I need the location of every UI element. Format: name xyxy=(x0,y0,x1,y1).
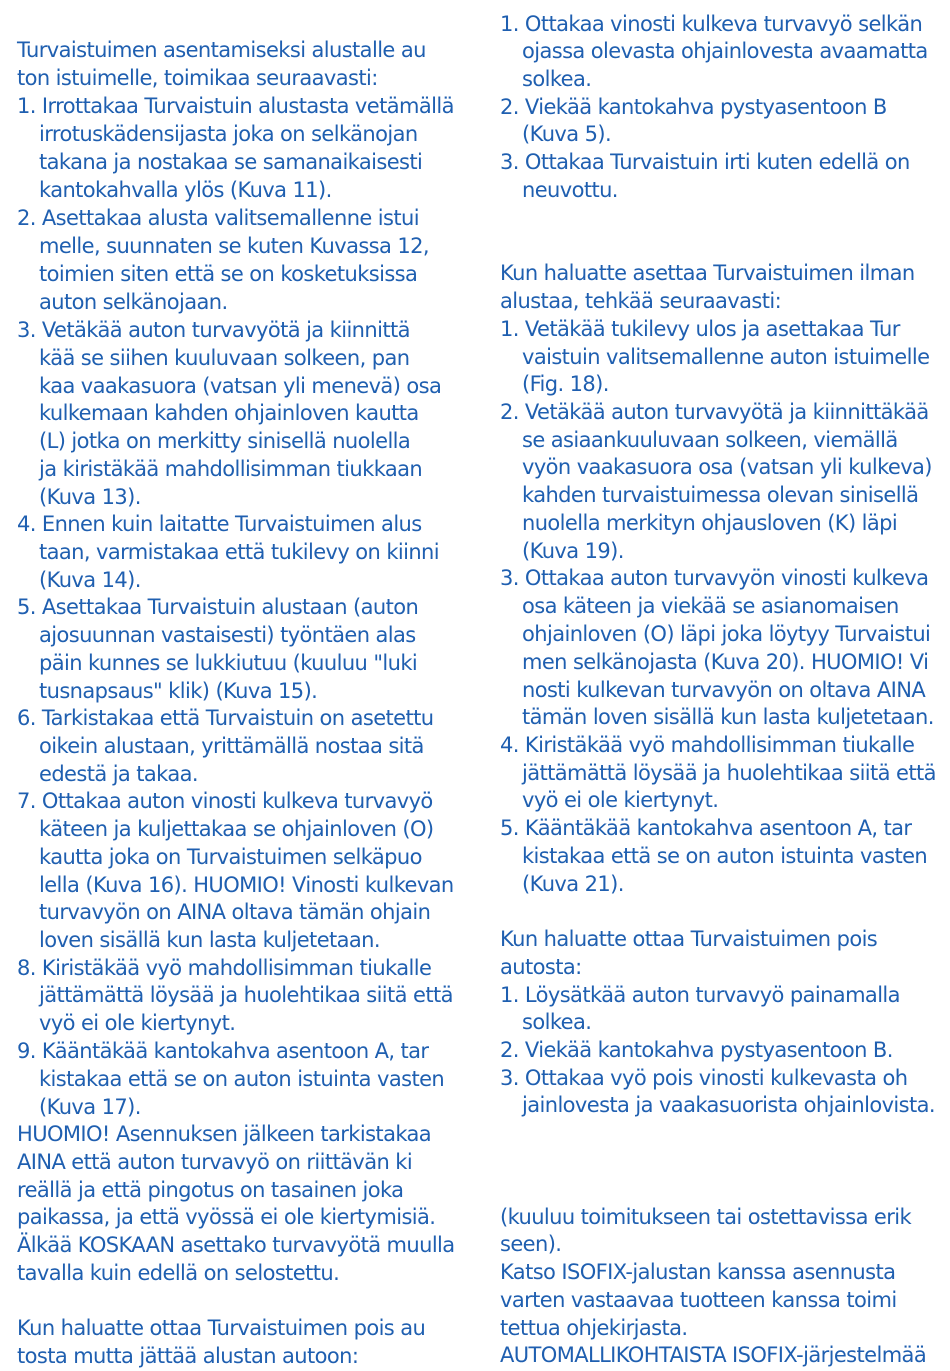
left-text-line: 2. Asettakaa alusta valitsemallenne istui xyxy=(17,206,419,230)
left-text-line: Kun haluatte ottaa Turvaistuimen pois au xyxy=(17,1316,426,1340)
right-text-line: 4. Kiristäkää vyö mahdollisimman tiukalle xyxy=(500,733,915,757)
left-text-line: melle, suunnaten se kuten Kuvassa 12, xyxy=(39,234,429,258)
right-text-line: Kun haluatte asettaa Turvaistuimen ilman xyxy=(500,261,915,285)
right-text-line: solkea. xyxy=(522,67,592,91)
left-text-line: tosta mutta jättää alustan autoon: xyxy=(17,1344,359,1368)
right-text-line: kistakaa että se on auton istuinta vasten xyxy=(522,844,928,868)
left-text-line: kulkemaan kahden ohjainloven kautta xyxy=(39,401,419,425)
left-text-line: irrotuskädensijasta joka on selkänojan xyxy=(39,122,418,146)
left-text-line: päin kunnes se lukkiutuu (kuuluu "luki xyxy=(39,651,418,675)
left-text-line: 6. Tarkistakaa että Turvaistuin on asetettu xyxy=(17,706,434,730)
left-text-line: HUOMIO! Asennuksen jälkeen tarkistakaa xyxy=(17,1122,432,1146)
right-text-line: 1. Ottakaa vinosti kulkeva turvavyö selkän xyxy=(500,12,923,36)
left-text-line: AINA että auton turvavyö on riittävän ki xyxy=(17,1150,413,1174)
left-text-line: loven sisällä kun lasta kuljetetaan. xyxy=(39,928,380,952)
right-text-line: osa käteen ja viekää se asianomaisen xyxy=(522,594,899,618)
left-text-line: edestä ja takaa. xyxy=(39,762,198,786)
right-text-line: 2. Viekää kantokahva pystyasentoon B. xyxy=(500,1038,893,1062)
left-text-line: kantokahvalla ylös (Kuva 11). xyxy=(39,178,332,202)
right-text-line: 1. Löysätkää auton turvavyö painamalla xyxy=(500,983,900,1007)
right-text-line: tämän loven sisällä kun lasta kuljetetaan. xyxy=(522,705,934,729)
right-text-line: 3. Ottakaa vyö pois vinosti kulkevasta oh xyxy=(500,1066,908,1090)
left-text-line: 9. Kääntäkää kantokahva asentoon A, tar xyxy=(17,1039,429,1063)
left-text-line: 5. Asettakaa Turvaistuin alustaan (auton xyxy=(17,595,419,619)
right-text-line: nosti kulkevan turvavyön on oltava AINA xyxy=(522,678,926,702)
right-text-line: AUTOMALLIKOHTAISTA ISOFIX-järjestelmää xyxy=(500,1343,927,1367)
right-text-line: nuolella merkityn ohjausloven (K) läpi xyxy=(522,511,898,535)
right-text-line: solkea. xyxy=(522,1010,592,1034)
right-text-line: men selkänojasta (Kuva 20). HUOMIO! Vi xyxy=(522,650,929,674)
right-text-line: neuvottu. xyxy=(522,178,618,202)
left-text-line: ja kiristäkää mahdollisimman tiukkaan xyxy=(39,457,423,481)
left-text-line: kää se siihen kuuluvaan solkeen, pan xyxy=(39,346,410,370)
left-text-line: paikassa, ja että vyössä ei ole kiertymisiä. xyxy=(17,1205,436,1229)
right-text-line: jainlovesta ja vaakasuorista ohjainlovista. xyxy=(522,1093,935,1117)
right-text-line: 2. Viekää kantokahva pystyasentoon B xyxy=(500,95,887,119)
left-text-line: tavalla kuin edellä on selostettu. xyxy=(17,1261,340,1285)
left-text-line: 3. Vetäkää auton turvavyötä ja kiinnittä xyxy=(17,318,410,342)
left-text-line: auton selkänojaan. xyxy=(39,290,228,314)
right-text-line: 5. Kääntäkää kantokahva asentoon A, tar xyxy=(500,816,912,840)
right-text-line: varten vastaavaa tuotteen kanssa toimi xyxy=(500,1288,897,1312)
left-text-line: turvavyön on AINA oltava tämän ohjain xyxy=(39,900,431,924)
left-text-line: oikein alustaan, yrittämällä nostaa sitä xyxy=(39,734,424,758)
left-text-line: taan, varmistakaa että tukilevy on kiinni xyxy=(39,540,440,564)
right-text-line: 2. Vetäkää auton turvavyötä ja kiinnittäkää xyxy=(500,400,929,424)
left-text-line: käteen ja kuljettakaa se ohjainloven (O) xyxy=(39,817,434,841)
right-text-line: tettua ohjekirjasta. xyxy=(500,1316,688,1340)
right-text-line: vaistuin valitsemallenne auton istuimelle xyxy=(522,345,930,369)
right-text-line: alustaa, tehkää seuraavasti: xyxy=(500,289,782,313)
left-text-line: kistakaa että se on auton istuinta vasten xyxy=(39,1067,445,1091)
right-text-line: se asiaankuuluvaan solkeen, viemällä xyxy=(522,428,898,452)
left-text-line: toimien siten että se on kosketuksissa xyxy=(39,262,418,286)
left-text-line: 7. Ottakaa auton vinosti kulkeva turvavyö xyxy=(17,789,433,813)
right-text-line: (Kuva 21). xyxy=(522,872,624,896)
right-text-line: (Fig. 18). xyxy=(522,372,609,396)
left-text-line: (Kuva 17). xyxy=(39,1095,141,1119)
left-text-line: 8. Kiristäkää vyö mahdollisimman tiukalle xyxy=(17,956,432,980)
left-text-line: Turvaistuimen asentamiseksi alustalle au xyxy=(17,38,426,62)
right-text-line: (kuuluu toimitukseen tai ostettavissa erik xyxy=(500,1205,912,1229)
right-text-line: jättämättä löysää ja huolehtikaa siitä että xyxy=(522,761,936,785)
right-text-line: (Kuva 19). xyxy=(522,539,624,563)
left-text-line: ajosuunnan vastaisesti) työntäen alas xyxy=(39,623,416,647)
right-text-line: seen). xyxy=(500,1232,562,1256)
right-text-line: ojassa olevasta ohjainlovesta avaamatta xyxy=(522,39,928,63)
left-text-line: lella (Kuva 16). HUOMIO! Vinosti kulkevan xyxy=(39,873,454,897)
right-text-line: 1. Vetäkää tukilevy ulos ja asettakaa Tur xyxy=(500,317,900,341)
right-text-line: Katso ISOFIX-jalustan kanssa asennusta xyxy=(500,1260,896,1284)
right-text-line: 3. Ottakaa Turvaistuin irti kuten edellä on xyxy=(500,150,910,174)
right-text-line: Kun haluatte ottaa Turvaistuimen pois xyxy=(500,927,878,951)
left-text-line: kaa vaakasuora (vatsan yli menevä) osa xyxy=(39,374,442,398)
right-text-line: 3. Ottakaa auton turvavyön vinosti kulkeva xyxy=(500,566,929,590)
left-text-line: (L) jotka on merkitty sinisellä nuolella xyxy=(39,429,411,453)
left-text-line: takana ja nostakaa se samanaikaisesti xyxy=(39,150,423,174)
left-text-line: jättämättä löysää ja huolehtikaa siitä että xyxy=(39,983,453,1007)
left-text-line: ton istuimelle, toimikaa seuraavasti: xyxy=(17,66,378,90)
left-text-line: Älkää KOSKAAN asettako turvavyötä muulla xyxy=(17,1233,455,1257)
left-text-line: 1. Irrottakaa Turvaistuin alustasta vetämällä xyxy=(17,94,454,118)
left-text-line: reällä ja että pingotus on tasainen joka xyxy=(17,1178,404,1202)
left-text-line: 4. Ennen kuin laitatte Turvaistuimen alus xyxy=(17,512,422,536)
right-text-line: ohjainloven (O) läpi joka löytyy Turvaistui xyxy=(522,622,931,646)
right-text-line: kahden turvaistuimessa olevan sinisellä xyxy=(522,483,919,507)
right-text-line: vyö ei ole kiertynyt. xyxy=(522,788,719,812)
left-text-line: vyö ei ole kiertynyt. xyxy=(39,1011,236,1035)
left-text-line: tusnapsaus" klik) (Kuva 15). xyxy=(39,679,318,703)
left-text-line: (Kuva 14). xyxy=(39,568,141,592)
right-text-line: (Kuva 5). xyxy=(522,122,612,146)
left-text-line: (Kuva 13). xyxy=(39,485,141,509)
right-text-line: autosta: xyxy=(500,955,582,979)
left-text-line: kautta joka on Turvaistuimen selkäpuo xyxy=(39,845,422,869)
right-text-line: vyön vaakasuora osa (vatsan yli kulkeva) xyxy=(522,455,932,479)
